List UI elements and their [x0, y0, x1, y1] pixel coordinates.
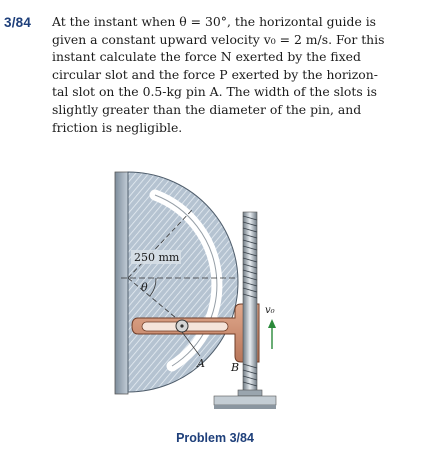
mechanism-figure: [100, 160, 300, 420]
velocity-label: v₀: [265, 305, 275, 316]
statement-line-3: instant calculate the force N exerted by the fixed: [52, 49, 361, 65]
radius-label: 250 mm: [134, 251, 180, 264]
ground-hatch: [214, 405, 276, 409]
statement-line-5: tal slot on the 0.5-kg pin A. The width of the slots is: [52, 84, 377, 100]
screw-bearing: [238, 390, 262, 396]
fixed-wall: [115, 172, 128, 394]
ground-base: [214, 396, 276, 405]
statement-line-7: friction is negligible.: [52, 119, 183, 135]
pin-label: A: [197, 357, 205, 370]
angle-label: θ: [141, 281, 148, 294]
statement-line-1: At the instant when θ = 30°, the horizontal guide is: [52, 14, 377, 29]
statement-line-2: given a constant upward velocity v₀ = 2 m/s. For this: [52, 31, 385, 47]
velocity-arrow-head: [268, 319, 276, 328]
statement-line-6: slightly greater than the diameter of the pin, and: [52, 101, 362, 117]
problem-statement: [52, 13, 387, 136]
figure-caption: Problem 3/84: [176, 431, 254, 445]
guide-label: B: [231, 361, 240, 374]
problem-number: 3/84: [4, 15, 32, 30]
statement-line-4: circular slot and the force P exerted by the horizon-: [52, 66, 378, 82]
pin-a-center: [180, 324, 183, 327]
